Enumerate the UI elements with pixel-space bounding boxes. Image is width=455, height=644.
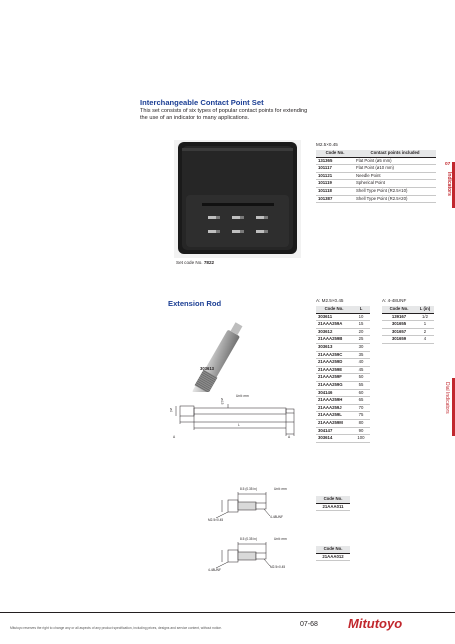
code-cell: 301659	[382, 336, 416, 344]
table-row	[316, 195, 436, 203]
table-row	[316, 313, 370, 321]
code-cell: 21AAA259G	[316, 381, 352, 389]
l-cell: 40	[352, 359, 370, 367]
l-cell: 65	[352, 397, 370, 405]
rod-dim-a-left: A	[173, 435, 176, 439]
rod-dim-l: L	[238, 423, 240, 427]
adapter-2-code: 21AAA012	[316, 553, 350, 561]
contact-table-header-code: Code No.	[316, 150, 354, 157]
code-cell: 303614	[316, 435, 352, 443]
code-cell: 139167	[382, 313, 416, 321]
table-row	[316, 351, 370, 359]
section-title-contact-point-set: Interchangeable Contact Point Set	[140, 98, 264, 107]
table-row	[316, 366, 370, 374]
l-cell: 45	[352, 366, 370, 374]
adapter-2-table	[316, 546, 350, 561]
adapter-2-header-code: Code No.	[316, 546, 350, 553]
l-cell: 4	[416, 336, 434, 344]
desc-cell: Needle Point	[354, 172, 436, 180]
code-cell: 101118	[316, 187, 354, 195]
contact-point-table	[316, 150, 436, 203]
brand-logo: Mitutoyo	[348, 616, 403, 631]
l-cell: 2	[416, 328, 434, 336]
contact-point-set-photo	[174, 140, 301, 258]
rod-unit: Unit: mm	[236, 394, 249, 398]
section-title-extension-rod: Extension Rod	[168, 299, 222, 308]
adapter-1-table	[316, 496, 350, 511]
extension-rod-table-b	[382, 306, 434, 344]
l-cell: 25	[352, 336, 370, 344]
adapter-1-drawing	[208, 486, 298, 524]
table-row	[382, 336, 434, 344]
table-row	[316, 157, 436, 165]
table-row	[316, 172, 436, 180]
adapter-1-header-code: Code No.	[316, 496, 350, 503]
table-row	[382, 321, 434, 329]
l-cell: 70	[352, 404, 370, 412]
code-cell: 21AAA259F	[316, 374, 352, 382]
table-row	[316, 381, 370, 389]
side-tab-number: 07	[445, 162, 451, 167]
adapter-1-thread-bottom: 4-48UNF	[270, 515, 283, 519]
code-cell: 131365	[316, 157, 354, 165]
l-cell: 15	[352, 321, 370, 329]
table-row	[316, 404, 370, 412]
set-code-value: 7822	[203, 260, 215, 265]
table-row	[316, 503, 350, 511]
adapter-2-dim: 8.5 (0.35 in)	[240, 537, 258, 541]
code-cell: 21AAA259H	[316, 397, 352, 405]
table-row	[316, 180, 436, 188]
footer-rule	[0, 612, 455, 613]
adapter-2-thread-bottom: M2.5×0.45	[270, 565, 286, 569]
table-row	[316, 397, 370, 405]
table-row	[316, 553, 350, 561]
adapter-1-thread-top: M2.5×0.45	[208, 518, 224, 522]
rod-part-label: 303613	[200, 366, 214, 371]
l-cell: 35	[352, 351, 370, 359]
table-row	[316, 389, 370, 397]
table-row	[316, 359, 370, 367]
rod-dimension-drawing	[168, 392, 300, 444]
code-cell: 101387	[316, 195, 354, 203]
desc-cell: Flat Point (ø10 mm)	[354, 165, 436, 173]
desc-cell: Spherical Point	[354, 180, 436, 188]
code-cell: 21AAA259J	[316, 404, 352, 412]
rod-dim-d2: ø4.5	[220, 398, 224, 405]
code-cell: 21AAA259M	[316, 419, 352, 427]
table-row	[316, 336, 370, 344]
code-cell: 21AAA259E	[316, 366, 352, 374]
table-row	[316, 374, 370, 382]
extension-rod-drawing	[168, 392, 300, 444]
code-cell: 301657	[382, 328, 416, 336]
extension-rod-image	[168, 312, 278, 392]
l-cell: 60	[352, 389, 370, 397]
desc-cell: Flat Point (ø5 mm)	[354, 157, 436, 165]
code-cell: 304146	[316, 389, 352, 397]
adapter-1-unit: Unit: mm	[274, 487, 287, 491]
rod-table-a-thread: A: M2.5×0.45	[316, 298, 344, 303]
extension-rod-table-a	[316, 306, 370, 443]
code-cell: 303611	[316, 313, 352, 321]
adapter-2-unit: Unit: mm	[274, 537, 287, 541]
adapter-2-thread-top: 4-48UNF	[208, 568, 221, 572]
l-cell: 1	[416, 321, 434, 329]
l-cell: 100	[352, 435, 370, 443]
code-cell: 303612	[316, 328, 352, 336]
rod-table-b-thread: A: 4-48UNF	[382, 298, 407, 303]
contact-table-thread: M2.5×0.45	[316, 142, 338, 147]
code-cell: 21AAA259A	[316, 321, 352, 329]
code-cell: 301655	[382, 321, 416, 329]
rod-dim-d1: ø4	[169, 408, 173, 412]
page-number: 07-68	[300, 621, 318, 628]
extension-rod-photo	[168, 312, 278, 392]
desc-cell: Shell Type Point (R2.5×20)	[354, 195, 436, 203]
adapter-1-code: 21AAA011	[316, 503, 350, 511]
l-cell: 90	[352, 427, 370, 435]
table-row	[382, 328, 434, 336]
table-row	[316, 419, 370, 427]
code-cell: 101117	[316, 165, 354, 173]
set-code-label: Set code No.	[176, 260, 203, 265]
l-cell: 75	[352, 412, 370, 420]
contact-point-case-image	[174, 140, 301, 258]
adapter-2-drawing	[208, 536, 298, 574]
adapter-1-dim: 8.5 (0.35 in)	[240, 487, 258, 491]
rod-b-header-l: L (in)	[416, 306, 434, 313]
table-row	[316, 321, 370, 329]
l-cell: 10	[352, 313, 370, 321]
table-row	[316, 165, 436, 173]
desc-cell: Shell Type Point (R2.5×10)	[354, 187, 436, 195]
rod-a-header-code: Code No.	[316, 306, 352, 313]
code-cell: 101119	[316, 180, 354, 188]
set-code	[176, 260, 214, 265]
table-row	[316, 328, 370, 336]
code-cell: 101121	[316, 172, 354, 180]
l-cell: 80	[352, 419, 370, 427]
side-label-dial-indicators: Dial Indicators	[444, 382, 450, 414]
rod-dim-a: A	[288, 435, 291, 439]
table-row	[316, 187, 436, 195]
l-cell: 50	[352, 374, 370, 382]
code-cell: 21AAA259B	[316, 336, 352, 344]
contact-table-header-desc: Contact points included	[354, 150, 436, 157]
table-row	[316, 435, 370, 443]
table-row	[382, 313, 434, 321]
code-cell: 21AAA259C	[316, 351, 352, 359]
section-description: This set consists of six types of popular contact points for extending the use of an indicator to many applications.	[140, 108, 308, 121]
side-tab-label: Indicators	[446, 172, 452, 196]
l-cell: 20	[352, 328, 370, 336]
table-row	[316, 412, 370, 420]
rod-b-header-code: Code No.	[382, 306, 416, 313]
rod-a-header-l: L	[352, 306, 370, 313]
code-cell: 304147	[316, 427, 352, 435]
code-cell: 303613	[316, 343, 352, 351]
code-cell: 21AAA259D	[316, 359, 352, 367]
table-row	[316, 427, 370, 435]
table-row	[316, 343, 370, 351]
footer-disclaimer: Mitutoyo reserves the right to change any or all aspects of any product specification, including prices, designs and service content, without notice.	[10, 626, 222, 630]
l-cell: 30	[352, 343, 370, 351]
l-cell: 1/2	[416, 313, 434, 321]
code-cell: 21AAA259L	[316, 412, 352, 420]
l-cell: 55	[352, 381, 370, 389]
